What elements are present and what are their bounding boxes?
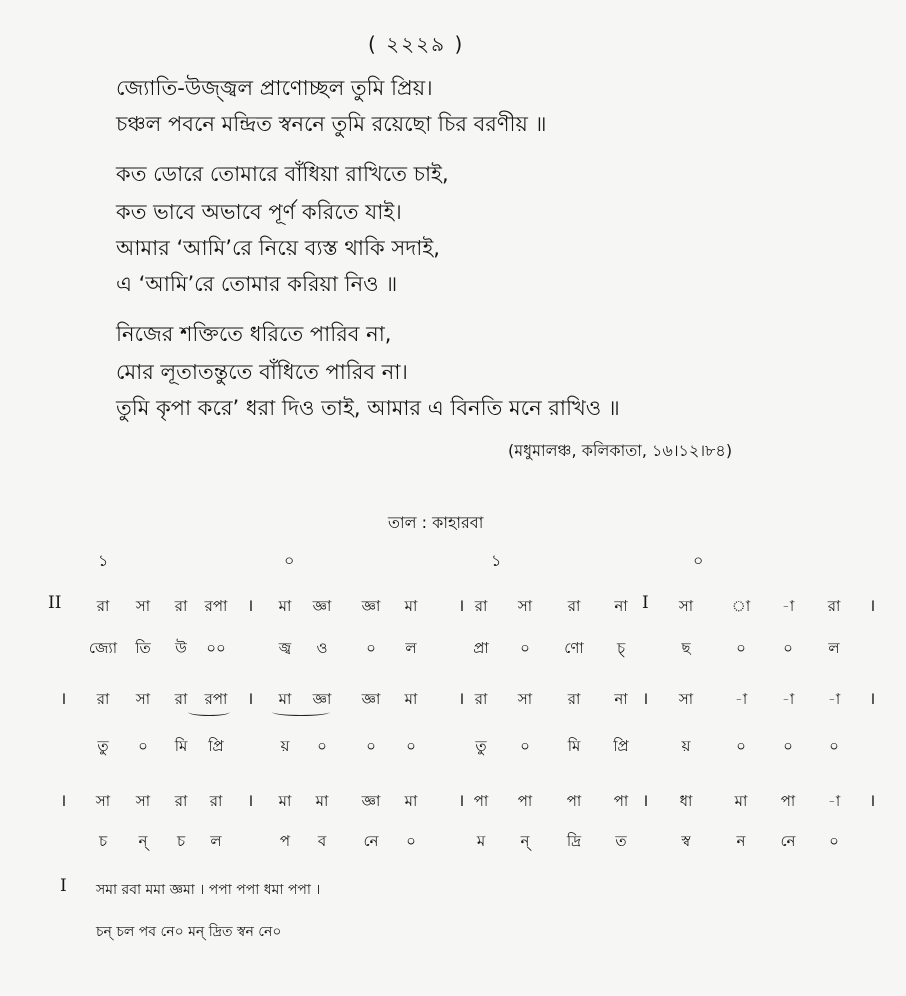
swara-note: পা <box>473 792 489 810</box>
lyric-syllable: নে <box>363 832 379 850</box>
bar-line: । <box>247 596 254 616</box>
swara-note: সা <box>95 792 111 810</box>
swara-note: মা <box>278 690 292 708</box>
swara-note: মা <box>404 597 418 615</box>
lyric-syllable: দ্রি <box>566 832 582 850</box>
lyric-syllable: ম <box>476 832 486 850</box>
lyric-syllable: স্ব <box>681 832 691 850</box>
lyric-syllable: ল <box>210 832 222 850</box>
verse-line: নিজের শক্তিতে ধরিতে পারিব না, <box>116 322 392 346</box>
swara-note: সা <box>135 690 151 708</box>
lyric-syllable: ও <box>316 639 328 657</box>
verse-line: জ্যোতি-উজ্জ্বল প্রাণোচ্ছল তুমি প্রিয়। <box>116 76 433 100</box>
verse-line: কত ভাবে অভাবে পূর্ণ করিতে যাই। <box>116 200 402 224</box>
lyric-syllable: ব <box>317 832 327 850</box>
last-word-line: চন্ চল পব নে০ মন্ দ্রিত স্বন নে০ <box>96 924 282 940</box>
swara-note: রা <box>827 597 841 615</box>
lyric-syllable: ল <box>828 639 840 657</box>
lyric-syllable: প্রি <box>613 737 629 755</box>
lyric-syllable: তু <box>97 737 109 755</box>
swara-note: রপা <box>204 690 228 708</box>
lyric-syllable: ন্ <box>520 832 530 850</box>
swara-note: া <box>731 597 751 615</box>
swara-note: পা <box>517 792 533 810</box>
swara-note: মা <box>278 792 292 810</box>
bar-line: । <box>869 596 876 616</box>
swara-note: সা <box>678 597 694 615</box>
swara-note: -া <box>781 690 795 708</box>
lyric-syllable: প্রি <box>208 737 224 755</box>
verse-line: চঞ্চল পবনে মন্দ্রিত স্বননে তুমি রয়েছো চির বরণীয় ॥ <box>116 112 547 136</box>
swara-note: -া <box>827 690 841 708</box>
lyric-syllable: ছ <box>681 639 691 657</box>
slur-mark <box>188 708 230 716</box>
verse-line: আমার ‘আমি’রে নিয়ে ব্যস্ত থাকি সদাই, <box>116 236 440 260</box>
swara-note: সা <box>135 597 151 615</box>
lyric-syllable: ০ <box>406 832 416 850</box>
lyric-syllable: য় <box>681 737 691 755</box>
lyric-syllable: জ্যো <box>88 639 118 657</box>
swara-note: মা <box>404 690 418 708</box>
bar-line: I <box>642 593 649 613</box>
lyric-syllable: ০ <box>736 639 746 657</box>
slur-mark <box>272 708 330 716</box>
swara-note: -া <box>734 690 748 708</box>
swara-note: রা <box>474 597 488 615</box>
lyric-syllable: ০ <box>406 737 416 755</box>
swara-note: ধা <box>679 792 693 810</box>
lyric-syllable: নে <box>780 832 796 850</box>
lyric-syllable: ন্ <box>138 832 148 850</box>
swara-note: রা <box>174 597 188 615</box>
lyric-syllable: ০ <box>520 737 530 755</box>
swara-note: রপা <box>204 597 228 615</box>
lyric-syllable: ০ <box>736 737 746 755</box>
swara-note: জ্ঞা <box>312 597 332 615</box>
lyric-syllable: উ <box>175 639 187 657</box>
swara-note: সা <box>517 597 533 615</box>
verse-line: কত ডোরে তোমারে বাঁধিয়া রাখিতে চাই, <box>116 162 449 186</box>
bar-line: । <box>642 689 649 709</box>
lyric-syllable: জ্ব <box>278 639 292 657</box>
bar-line: । <box>247 791 254 811</box>
swara-note: জ্ঞা <box>361 690 381 708</box>
beat-mark: ০ <box>693 551 704 570</box>
swara-note: না <box>614 597 628 615</box>
last-swara-line: সমা রবা মমা জ্ঞমা । পপা পপা ধমা পপা । <box>96 882 321 898</box>
page-number: ( ২২২৯ ) <box>368 32 465 56</box>
lyric-syllable: তু <box>475 737 487 755</box>
swara-note: -া <box>781 597 795 615</box>
bar-line: । <box>458 791 465 811</box>
swara-note: রা <box>474 690 488 708</box>
lyric-syllable: চ <box>176 832 186 850</box>
swara-note: রা <box>96 597 110 615</box>
lyric-syllable: ০ <box>829 832 839 850</box>
lyric-syllable: ০ <box>138 737 148 755</box>
verse-line: তুমি কৃপা করে’ ধরা দিও তাই, আমার এ বিনতি মনে রাখিও ॥ <box>116 396 620 420</box>
swara-note: মা <box>315 792 329 810</box>
swara-note: মা <box>404 792 418 810</box>
lyric-syllable: প <box>279 832 291 850</box>
bar-line: । <box>247 689 254 709</box>
bar-line: II <box>48 593 62 613</box>
swara-note: রা <box>567 597 581 615</box>
swara-note: জ্ঞা <box>312 690 332 708</box>
swara-note: রা <box>174 690 188 708</box>
swara-note: মা <box>278 597 292 615</box>
beat-mark: ০ <box>284 551 295 570</box>
lyric-syllable: মি <box>567 737 581 755</box>
bar-line: । <box>869 689 876 709</box>
verse-line: মোর লূতাতন্তুতে বাঁধিতে পারিব না। <box>116 360 408 384</box>
swara-note: জ্ঞা <box>361 597 381 615</box>
swara-note: পা <box>613 792 629 810</box>
lyric-syllable: ০ <box>366 737 376 755</box>
swara-note: -া <box>827 792 841 810</box>
bar-line: । <box>60 689 67 709</box>
swara-note: সা <box>678 690 694 708</box>
swara-note: রা <box>96 690 110 708</box>
beat-mark: ১ <box>491 551 502 570</box>
lyric-syllable: প্রা <box>473 639 489 657</box>
swara-note: জ্ঞা <box>361 792 381 810</box>
swara-note: পা <box>780 792 796 810</box>
lyric-syllable: চ্ <box>616 639 626 657</box>
lyric-syllable: চ <box>98 832 108 850</box>
lyric-syllable: ০ <box>317 737 327 755</box>
lyric-syllable: ল <box>405 639 417 657</box>
swara-note: রা <box>567 690 581 708</box>
swara-note: পা <box>566 792 582 810</box>
lyric-syllable: ন <box>736 832 746 850</box>
lyric-syllable: তি <box>135 639 151 657</box>
bar-line: । <box>642 791 649 811</box>
lyric-syllable: ০ <box>366 639 376 657</box>
swara-note: না <box>614 690 628 708</box>
swara-note: রা <box>174 792 188 810</box>
bar-line: । <box>458 689 465 709</box>
swara-note: মা <box>734 792 748 810</box>
lyric-syllable: য় <box>280 737 290 755</box>
lyric-syllable: মি <box>174 737 188 755</box>
swara-note: সা <box>517 690 533 708</box>
lyric-syllable: ত <box>615 832 627 850</box>
bar-line: । <box>60 791 67 811</box>
beat-mark: ১ <box>98 551 109 570</box>
lyric-syllable: ০০ <box>206 639 226 657</box>
lyric-syllable: ০ <box>829 737 839 755</box>
bar-line: । <box>458 596 465 616</box>
tala-label: তাল : কাহারবা <box>388 513 484 532</box>
swara-note: রা <box>209 792 223 810</box>
last-start-bar: I <box>60 876 67 896</box>
swara-note: সা <box>135 792 151 810</box>
lyric-syllable: ০ <box>783 639 793 657</box>
lyric-syllable: ০ <box>520 639 530 657</box>
lyric-syllable: ০ <box>783 737 793 755</box>
bar-line: । <box>869 791 876 811</box>
verse-line: এ ‘আমি’রে তোমার করিয়া নিও ॥ <box>116 272 398 296</box>
lyric-syllable: ণো <box>564 639 584 657</box>
credit-line: (মধুমালঞ্চ, কলিকাতা, ১৬।১২।৮৪) <box>508 441 733 460</box>
